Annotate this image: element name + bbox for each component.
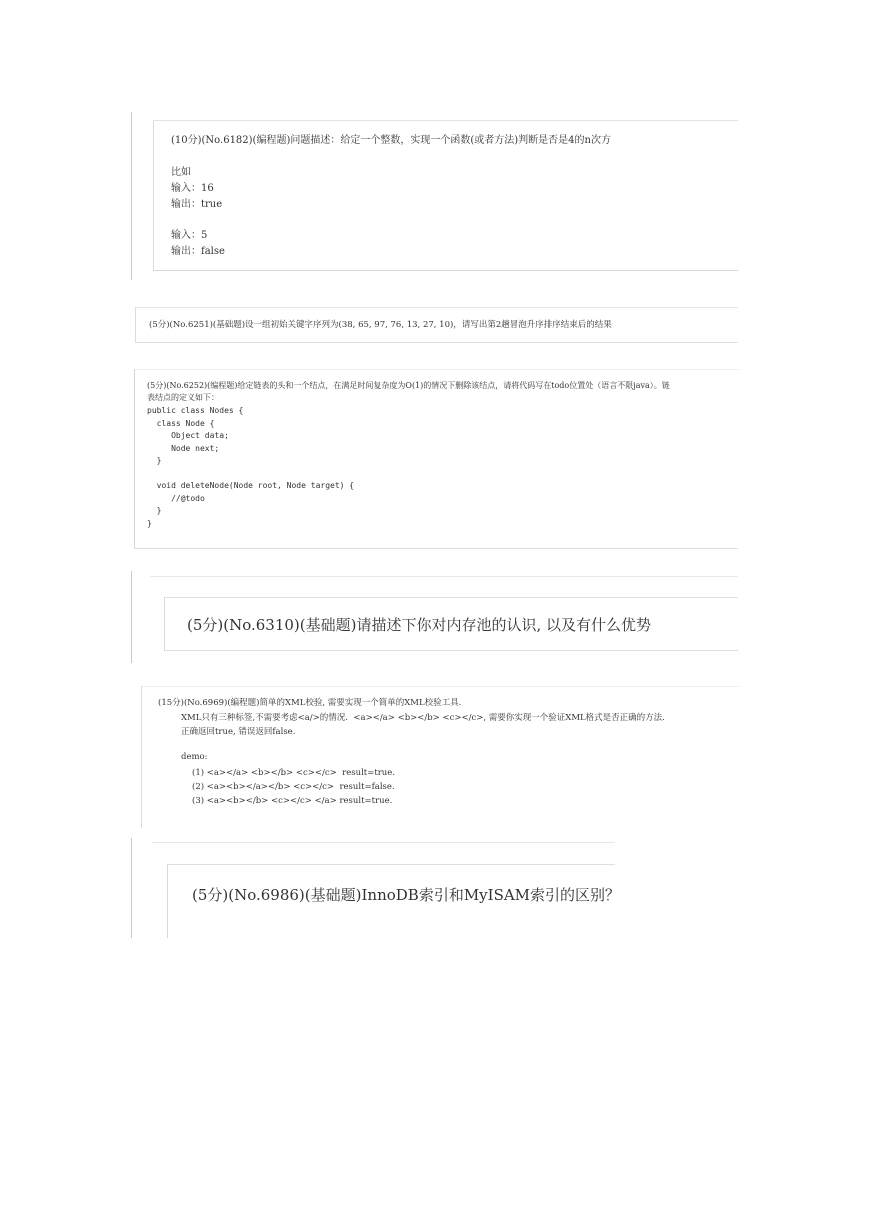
demo-line: (2) <a><b></a></b> <c></c> result=false.: [192, 782, 395, 792]
question-card-6969: [141, 686, 738, 828]
question-title: (5分)(No.6252)(编程题)给定链表的头和一个结点，在满足时间复杂度为O(1)的情况下删除该结点，请将代码写在todo位置处（语言不限java）。链: [147, 381, 670, 390]
code-block: [147, 405, 354, 530]
code-line: }: [147, 518, 152, 528]
code-line: Object data;: [147, 431, 229, 440]
desc-line: XML只有三种标签,不需要考虑<a/>的情况. <a></a> <b></b> <c></c>, 需要你实现一个验证XML格式是否正确的方法.: [181, 713, 665, 723]
code-line: [147, 468, 354, 481]
question-title-cont: 表结点的定义如下：: [147, 393, 219, 402]
demo-line: (1) <a></a> <b></b> <c></c> result=true.: [192, 768, 396, 778]
demo-label: demo:: [181, 752, 208, 762]
question-title: (10分)(No.6182)(编程题)问题描述：给定一个整数，实现一个函数(或者方法)判断是否是4的n次方: [171, 135, 611, 146]
demo-line: (3) <a><b></b> <c></c> </a> result=true.: [192, 796, 393, 806]
code-line: }: [147, 456, 162, 465]
text-line: 输入：16: [171, 183, 214, 194]
code-line: class Node {: [147, 418, 215, 428]
question-title: (15分)(No.6969)(编程题)简单的XML校验, 需要实现一个简单的XML校验工具.: [158, 698, 462, 708]
text-line: 输入：5: [171, 230, 208, 241]
question-card-6252: [134, 369, 738, 549]
code-line: //@todo: [147, 493, 205, 503]
question-card-6310: [164, 597, 738, 651]
q4-left-border: [131, 571, 132, 663]
text-line: [171, 213, 225, 228]
q3-top-border: [135, 369, 739, 370]
q5-top-border: [142, 686, 739, 687]
q1-left-border: [131, 112, 132, 280]
code-line: }: [147, 506, 162, 515]
q4-top-divider: [150, 576, 738, 577]
text-line: 输出：true: [171, 199, 223, 210]
question-card-6182: [153, 120, 738, 271]
question-title: (5分)(No.6310)(基础题)请描述下你对内存池的认识, 以及有什么优势: [187, 616, 652, 634]
q6-top-divider: [152, 842, 615, 843]
question-title: (5分)(No.6251)(基础题)设一组初始关键字序列为(38, 65, 97, 76, 13, 27, 10)，请写出第2趟冒泡升序排序结束后的结果: [149, 320, 612, 330]
code-line: public class Nodes {: [147, 406, 244, 415]
question-card-6251: [135, 307, 738, 343]
question-card-6986: [167, 864, 621, 938]
code-line: void deleteNode(Node root, Node target) {: [147, 481, 355, 490]
code-line: Node next;: [147, 443, 220, 453]
question-title: (5分)(No.6986)(基础题)InnoDB索引和MyISAM索引的区别？: [192, 886, 621, 904]
desc-line: 正确返回true, 错误返回false.: [181, 727, 296, 737]
q6-left-border: [131, 838, 132, 938]
text-line: 输出：false: [171, 246, 225, 257]
text-line: 比如: [171, 167, 191, 178]
